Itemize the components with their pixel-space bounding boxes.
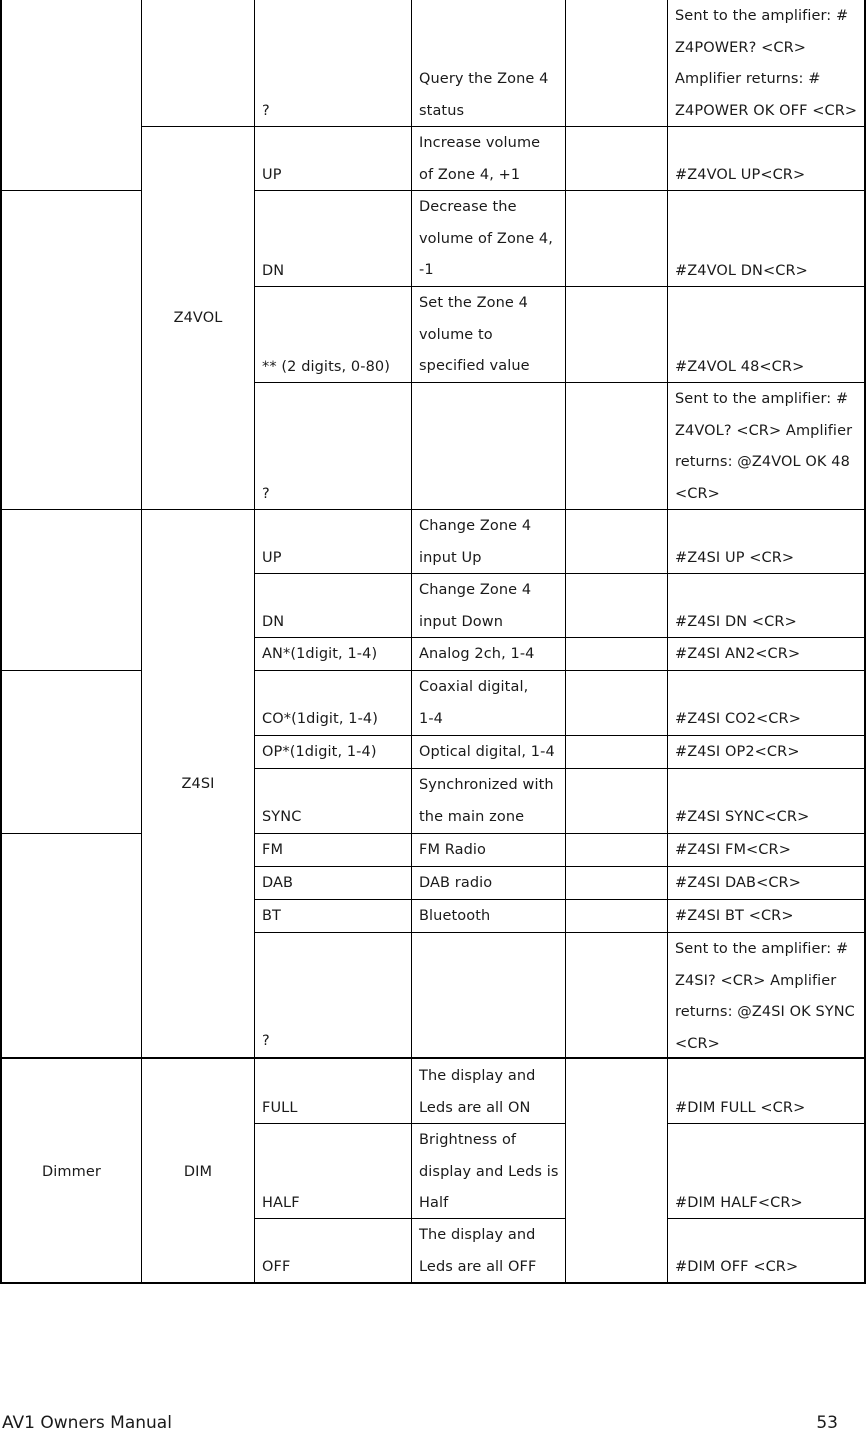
desc-cell: Analog 2ch, 1-4 <box>419 646 535 662</box>
command-group-dim: DIM <box>183 1164 213 1180</box>
desc-cell: Bluetooth <box>419 908 491 924</box>
param-cell: UP <box>262 550 282 566</box>
desc-cell: Brightness of display and Leds is Half <box>419 1132 559 1211</box>
desc-cell: Decrease the volume of Zone 4, -1 <box>419 199 553 278</box>
param-cell: CO*(1digit, 1-4) <box>262 711 378 727</box>
footer-title: AV1 Owners Manual <box>2 1413 172 1433</box>
command-cell: #Z4SI OP2<CR> <box>675 744 800 760</box>
row-divider <box>141 509 255 510</box>
desc-cell: Query the Zone 4 status <box>419 71 549 119</box>
desc-cell: Synchronized with the main zone <box>419 777 554 825</box>
desc-cell: Coaxial digital, 1-4 <box>419 679 529 727</box>
param-cell: ? <box>262 486 270 502</box>
desc-cell: Increase volume of Zone 4, +1 <box>419 135 541 183</box>
command-cell: Sent to the amplifier: # Z4VOL? <CR> Amplifier returns: @Z4VOL OK 48 <CR> <box>675 391 853 502</box>
param-cell: SYNC <box>262 809 302 825</box>
command-cell: #Z4SI CO2<CR> <box>675 711 801 727</box>
param-cell: BT <box>262 908 282 924</box>
desc-cell: FM Radio <box>419 842 487 858</box>
command-group-z4si: Z4SI <box>181 776 215 792</box>
desc-cell: Change Zone 4 input Down <box>419 582 532 630</box>
param-cell: UP <box>262 167 282 183</box>
command-cell: #Z4SI BT <CR> <box>675 908 794 924</box>
command-cell: #Z4SI SYNC<CR> <box>675 809 810 825</box>
command-cell: #Z4SI DAB<CR> <box>675 875 801 891</box>
command-group-z4vol: Z4VOL <box>173 310 223 326</box>
param-cell: OFF <box>262 1259 291 1275</box>
command-cell: #Z4VOL 48<CR> <box>675 359 805 375</box>
col-divider-1 <box>141 0 142 1284</box>
col-divider-4 <box>565 0 566 1284</box>
desc-cell: Change Zone 4 input Up <box>419 518 532 566</box>
row-divider <box>0 190 142 191</box>
param-cell: DN <box>262 263 285 279</box>
row-divider <box>141 126 255 127</box>
table-border-left <box>0 0 2 1284</box>
param-cell: OP*(1digit, 1-4) <box>262 744 377 760</box>
param-cell: DN <box>262 614 285 630</box>
command-cell: Sent to the amplifier: # Z4SI? <CR> Amplifier returns: @Z4SI OK SYNC <CR> <box>675 941 855 1052</box>
col-divider-3 <box>411 0 412 1284</box>
command-cell: #Z4SI AN2<CR> <box>675 646 801 662</box>
command-cell: #Z4SI DN <CR> <box>675 614 797 630</box>
merged-cell-mask <box>566 1215 667 1221</box>
command-cell: Sent to the amplifier: # Z4POWER? <CR> Amplifier returns: # Z4POWER OK OFF <CR> <box>675 8 858 119</box>
param-cell: FULL <box>262 1100 298 1116</box>
merged-cell-mask <box>566 1120 667 1126</box>
param-cell: DAB <box>262 875 294 891</box>
desc-cell: DAB radio <box>419 875 493 891</box>
param-cell: HALF <box>262 1195 300 1211</box>
desc-cell: Set the Zone 4 volume to specified value <box>419 295 530 374</box>
param-cell: AN*(1digit, 1-4) <box>262 646 378 662</box>
param-cell: ** (2 digits, 0-80) <box>262 359 390 375</box>
command-cell: #DIM OFF <CR> <box>675 1259 799 1275</box>
param-cell: FM <box>262 842 284 858</box>
col-divider-2 <box>254 0 255 1284</box>
command-cell: #DIM FULL <CR> <box>675 1100 806 1116</box>
command-cell: #Z4SI FM<CR> <box>675 842 791 858</box>
param-cell: ? <box>262 103 270 119</box>
param-cell: ? <box>262 1033 270 1049</box>
col-divider-5 <box>667 0 668 1284</box>
command-cell: #Z4VOL DN<CR> <box>675 263 808 279</box>
desc-cell: The display and Leds are all ON <box>419 1068 536 1116</box>
command-cell: #DIM HALF<CR> <box>675 1195 803 1211</box>
row-divider <box>0 509 142 510</box>
desc-cell: The display and Leds are all OFF <box>419 1227 537 1275</box>
row-divider <box>0 833 142 834</box>
row-divider <box>0 670 142 671</box>
command-cell: #Z4VOL UP<CR> <box>675 167 806 183</box>
function-dimmer: Dimmer <box>42 1164 101 1180</box>
desc-cell: Optical digital, 1-4 <box>419 744 555 760</box>
command-cell: #Z4SI UP <CR> <box>675 550 795 566</box>
page-number: 53 <box>816 1413 838 1433</box>
